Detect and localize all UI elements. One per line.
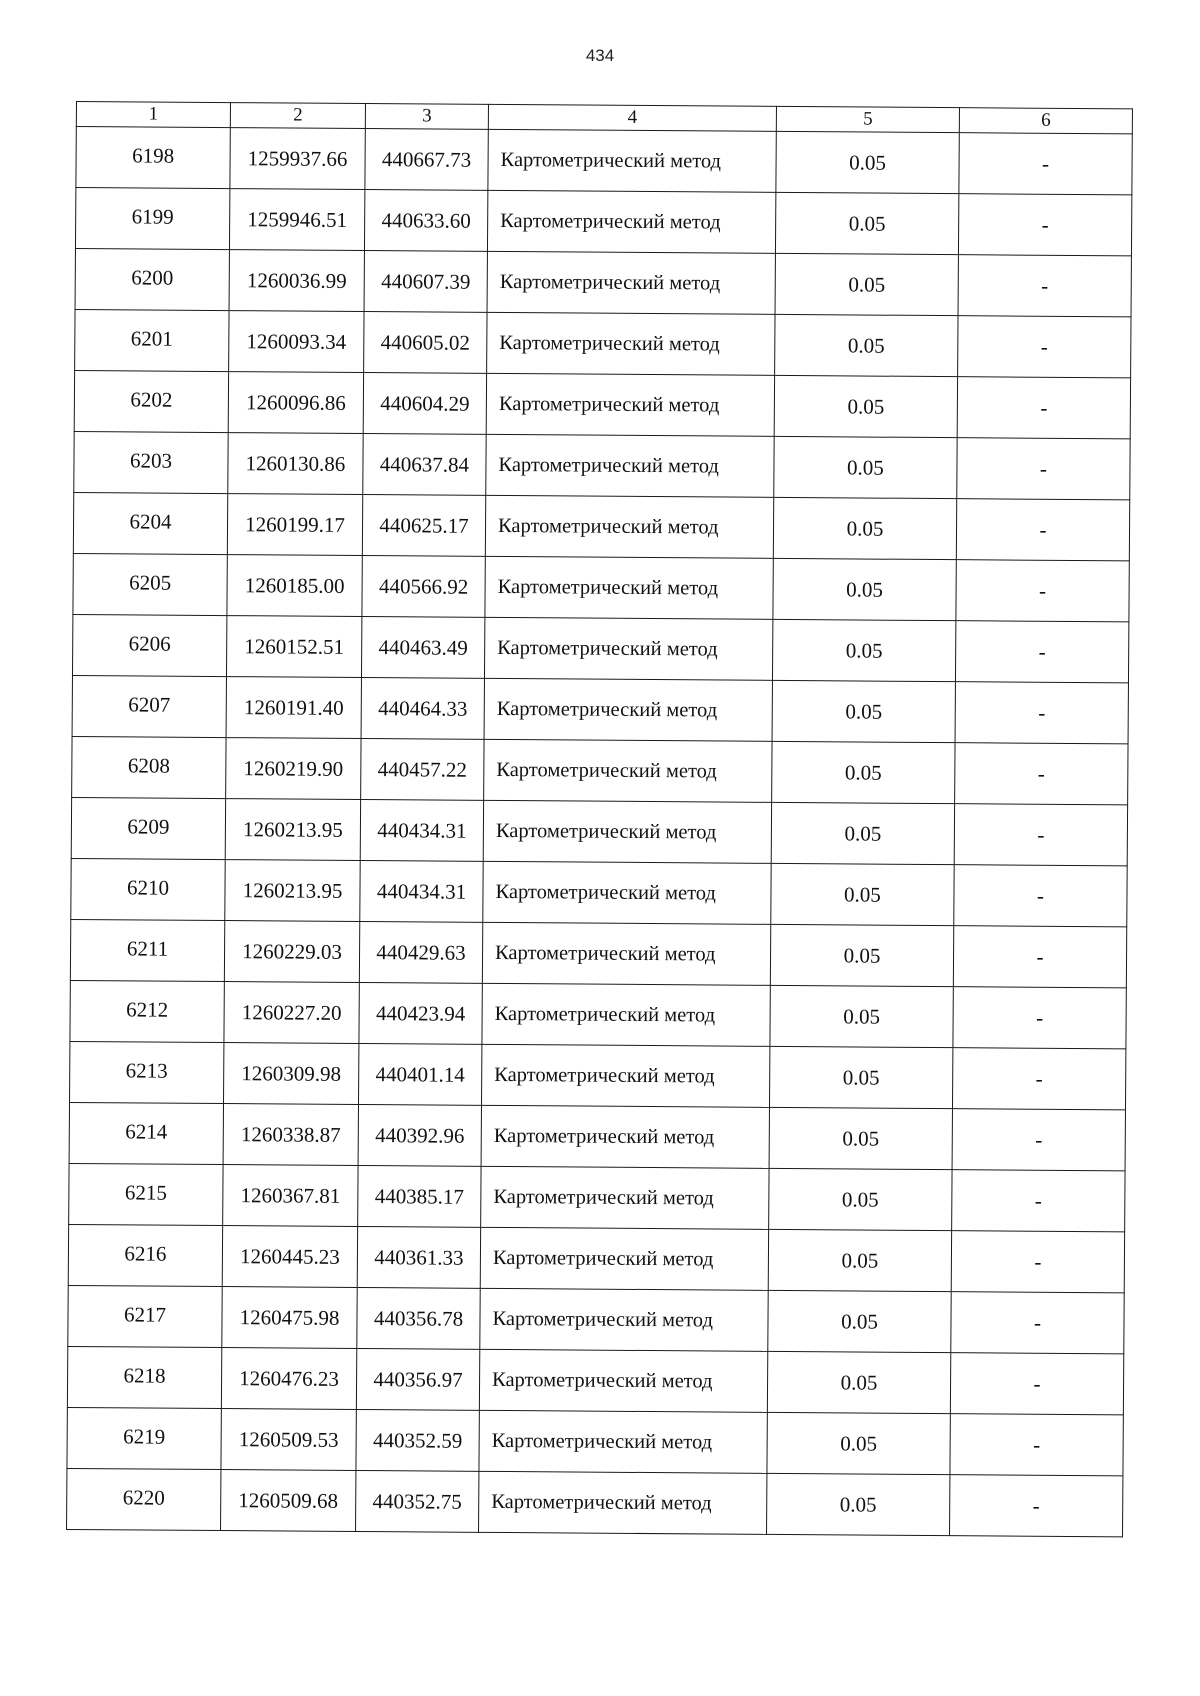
table-row [71,858,1127,926]
x-coordinate-cell: 1260093.34 [229,311,364,373]
note-cell: - [957,377,1130,439]
x-coordinate-cell: 1260191.40 [226,677,361,739]
method-cell: Картометрический метод [479,1471,767,1534]
y-coordinate-cell: 440605.02 [364,312,487,374]
method-cell: Картометрический метод [481,1105,769,1168]
accuracy-cell: 0.05 [767,1473,950,1535]
accuracy-cell: 0.05 [775,192,958,254]
point-number-cell: 6215 [69,1163,223,1225]
table-row [70,919,1126,987]
accuracy-cell: 0.05 [772,741,955,803]
x-coordinate-cell: 1260445.23 [222,1226,357,1288]
point-number-cell: 6220 [67,1468,221,1530]
x-coordinate-cell: 1260219.90 [226,738,361,800]
method-cell: Картометрический метод [481,1044,769,1107]
method-cell: Картометрический метод [480,1227,768,1290]
table-row [69,1163,1125,1231]
y-coordinate-cell: 440667.73 [365,129,488,191]
note-cell: - [956,560,1129,622]
table-row [74,370,1130,438]
accuracy-cell: 0.05 [772,619,955,681]
table-row [76,127,1132,195]
table-row [74,431,1130,499]
table-row [67,1346,1123,1414]
table-body [67,127,1133,1537]
method-cell: Картометрический метод [487,251,775,314]
point-number-cell: 6207 [72,675,226,737]
note-cell: - [951,1231,1124,1293]
point-number-cell: 6201 [75,309,229,371]
y-coordinate-cell: 440401.14 [359,1043,482,1105]
method-cell: Картометрический метод [483,800,771,863]
table-row [70,980,1126,1048]
table-row [73,492,1129,560]
table-row [72,675,1128,743]
accuracy-cell: 0.05 [776,131,959,193]
x-coordinate-cell: 1260338.87 [223,1104,358,1166]
accuracy-cell: 0.05 [768,1229,951,1291]
y-coordinate-cell: 440464.33 [361,678,484,740]
point-number-cell: 6199 [75,188,229,250]
y-coordinate-cell: 440633.60 [364,190,487,252]
y-coordinate-cell: 440356.97 [356,1348,479,1410]
x-coordinate-cell: 1260229.03 [224,921,359,983]
point-number-cell: 6204 [73,492,227,554]
point-number-cell: 6205 [73,553,227,615]
table-row [72,614,1128,682]
x-coordinate-cell: 1260509.53 [221,1409,356,1471]
table-row [75,248,1131,316]
y-coordinate-cell: 440625.17 [362,495,485,557]
note-cell: - [954,804,1127,866]
note-cell: - [950,1414,1123,1476]
y-coordinate-cell: 440352.59 [356,1409,479,1471]
accuracy-cell: 0.05 [774,436,957,498]
table-row [75,188,1131,256]
point-number-cell: 6202 [74,370,228,432]
method-cell: Картометрический метод [485,495,773,558]
point-number-cell: 6214 [69,1102,223,1164]
accuracy-cell: 0.05 [769,1168,952,1230]
y-coordinate-cell: 440352.75 [356,1470,479,1532]
coordinates-table [66,101,1133,1537]
point-number-cell: 6218 [67,1346,221,1408]
table-row [67,1407,1123,1475]
x-coordinate-cell: 1260130.86 [228,433,363,495]
accuracy-cell: 0.05 [767,1412,950,1474]
accuracy-cell: 0.05 [773,497,956,559]
accuracy-cell: 0.05 [771,802,954,864]
note-cell: - [955,621,1128,683]
accuracy-cell: 0.05 [768,1290,951,1352]
y-coordinate-cell: 440385.17 [358,1165,481,1227]
method-cell: Картометрический метод [486,434,774,497]
accuracy-cell: 0.05 [771,863,954,925]
point-number-cell: 6203 [74,431,228,493]
x-coordinate-cell: 1260227.20 [224,982,359,1044]
accuracy-cell: 0.05 [773,558,956,620]
y-coordinate-cell: 440392.96 [358,1104,481,1166]
note-cell: - [953,987,1126,1049]
point-number-cell: 6216 [68,1224,222,1286]
table-row [69,1102,1125,1170]
x-coordinate-cell: 1260152.51 [226,616,361,678]
method-cell: Картометрический метод [484,617,772,680]
x-coordinate-cell: 1260509.68 [221,1470,356,1532]
method-cell: Картометрический метод [482,922,770,985]
y-coordinate-cell: 440429.63 [359,922,482,984]
note-cell: - [953,926,1126,988]
point-number-cell: 6206 [72,614,226,676]
method-cell: Картометрический метод [479,1349,767,1412]
x-coordinate-cell: 1260213.95 [225,799,360,861]
note-cell: - [958,194,1131,256]
table-row [67,1468,1123,1536]
point-number-cell: 6208 [72,736,226,798]
x-coordinate-cell: 1260309.98 [224,1043,359,1105]
point-number-cell: 6211 [70,919,224,981]
point-number-cell: 6212 [70,980,224,1042]
x-coordinate-cell: 1260185.00 [227,555,362,617]
page-number: 434 [585,46,615,65]
x-coordinate-cell: 1260199.17 [227,494,362,556]
y-coordinate-cell: 440434.31 [360,861,483,923]
y-coordinate-cell: 440361.33 [357,1226,480,1288]
accuracy-cell: 0.05 [774,375,957,437]
y-coordinate-cell: 440423.94 [359,982,482,1044]
y-coordinate-cell: 440463.49 [361,617,484,679]
y-coordinate-cell: 440637.84 [363,434,486,496]
accuracy-cell: 0.05 [775,253,958,315]
x-coordinate-cell: 1259946.51 [229,189,364,251]
note-cell: - [950,1353,1123,1415]
accuracy-cell: 0.05 [772,680,955,742]
note-cell: - [958,255,1131,317]
note-cell: - [952,1048,1125,1110]
method-cell: Картометрический метод [483,861,771,924]
accuracy-cell: 0.05 [775,314,958,376]
y-coordinate-cell: 440604.29 [363,373,486,435]
x-coordinate-cell: 1260036.99 [229,250,364,312]
y-coordinate-cell: 440356.78 [357,1287,480,1349]
method-cell: Картометрический метод [487,190,775,253]
note-cell: - [955,743,1128,805]
x-coordinate-cell: 1260475.98 [222,1287,357,1349]
note-cell: - [956,499,1129,561]
method-cell: Картометрический метод [481,1166,769,1229]
note-cell: - [955,682,1128,744]
point-number-cell: 6200 [75,248,229,310]
method-cell: Картометрический метод [484,678,772,741]
header-col-6: 6 [959,108,1132,134]
method-cell: Картометрический метод [486,373,774,436]
method-cell: Картометрический метод [480,1288,768,1351]
x-coordinate-cell: 1260213.95 [225,860,360,922]
x-coordinate-cell: 1260476.23 [221,1348,356,1410]
method-cell: Картометрический метод [484,739,772,802]
table-row [68,1224,1124,1292]
table-row [68,1285,1124,1353]
method-cell: Картометрический метод [488,129,776,192]
y-coordinate-cell: 440434.31 [360,800,483,862]
accuracy-cell: 0.05 [770,985,953,1047]
y-coordinate-cell: 440457.22 [361,739,484,801]
point-number-cell: 6209 [71,797,225,859]
point-number-cell: 6213 [70,1041,224,1103]
point-number-cell: 6217 [68,1285,222,1347]
note-cell: - [950,1475,1123,1537]
point-number-cell: 6210 [71,858,225,920]
header-col-2: 2 [230,103,365,129]
note-cell: - [951,1292,1124,1354]
point-number-cell: 6198 [76,127,230,189]
note-cell: - [959,133,1132,195]
note-cell: - [957,438,1130,500]
note-cell: - [954,865,1127,927]
note-cell: - [952,1170,1125,1232]
method-cell: Картометрический метод [482,983,770,1046]
accuracy-cell: 0.05 [769,1107,952,1169]
header-col-4: 4 [488,104,776,131]
table-row [72,736,1128,804]
x-coordinate-cell: 1260096.86 [228,372,363,434]
method-cell: Картометрический метод [487,312,775,375]
header-col-5: 5 [776,106,959,132]
y-coordinate-cell: 440607.39 [364,251,487,313]
point-number-cell: 6219 [67,1407,221,1469]
x-coordinate-cell: 1260367.81 [223,1165,358,1227]
table-row [71,797,1127,865]
table-row [73,553,1129,621]
table-row [70,1041,1126,1109]
accuracy-cell: 0.05 [767,1351,950,1413]
method-cell: Картометрический метод [479,1410,767,1473]
header-col-3: 3 [365,104,488,130]
note-cell: - [958,316,1131,378]
table-row [75,309,1131,377]
accuracy-cell: 0.05 [769,1046,952,1108]
y-coordinate-cell: 440566.92 [362,556,485,618]
method-cell: Картометрический метод [485,556,773,619]
header-col-1: 1 [76,102,230,128]
x-coordinate-cell: 1259937.66 [230,128,365,190]
note-cell: - [952,1109,1125,1171]
accuracy-cell: 0.05 [770,924,953,986]
